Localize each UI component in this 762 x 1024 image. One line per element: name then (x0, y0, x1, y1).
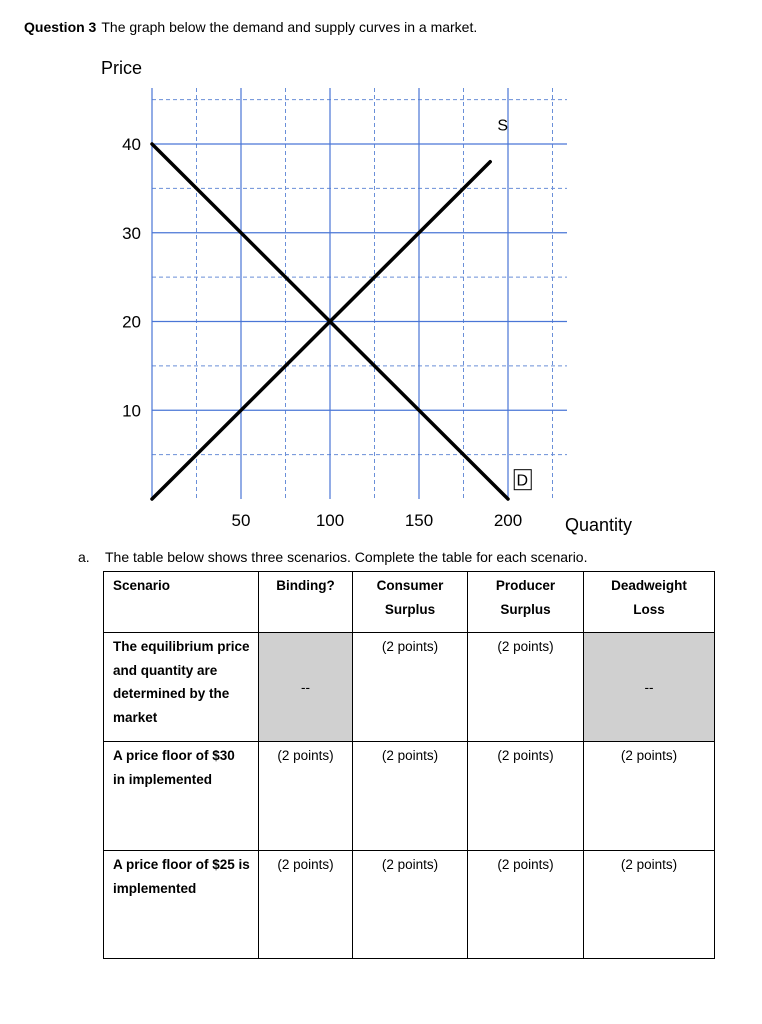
supply-curve (152, 162, 490, 499)
table-row (104, 742, 715, 851)
table-row (104, 633, 715, 742)
binding-cell: -- (259, 633, 353, 742)
scenario-cell: A price floor of $25 is implemented (104, 851, 259, 959)
producer-surplus-cell: (2 points) (468, 633, 584, 742)
question-text: The graph below the demand and supply curves in a market. (101, 19, 478, 35)
scenario-cell: The equilibrium price and quantity are determined by the market (104, 633, 259, 742)
x-tick-label: 50 (231, 511, 251, 530)
y-axis-title: Price (101, 58, 143, 78)
binding-cell: (2 points) (259, 742, 353, 851)
question-number: Question 3 (24, 19, 97, 35)
consumer-surplus-cell: (2 points) (353, 851, 468, 959)
scenario-cell: A price floor of $30 in implemented (104, 742, 259, 851)
header-producer-surplus: Producer Surplus (468, 572, 584, 633)
scenario-table (103, 571, 715, 959)
header-deadweight-loss: Deadweight Loss (584, 572, 715, 633)
x-tick-label: 100 (315, 511, 345, 530)
deadweight-loss-cell: (2 points) (584, 742, 715, 851)
consumer-surplus-cell: (2 points) (353, 633, 468, 742)
producer-surplus-cell: (2 points) (468, 742, 584, 851)
y-tick-label: 10 (122, 401, 141, 421)
header-binding: Binding? (259, 572, 353, 633)
x-axis-title: Quantity (565, 515, 633, 535)
header-scenario: Scenario (104, 572, 259, 633)
producer-surplus-cell: (2 points) (468, 851, 584, 959)
table-header-row (104, 572, 715, 633)
table-row (104, 851, 715, 959)
deadweight-loss-cell: -- (584, 633, 715, 742)
supply-label: S (497, 117, 508, 135)
part-a-text: The table below shows three scenarios. Complete the table for each scenario. (105, 549, 588, 565)
x-tick-label: 200 (493, 511, 523, 530)
y-tick-label: 40 (122, 135, 141, 154)
binding-cell: (2 points) (259, 851, 353, 959)
header-consumer-surplus: Consumer Surplus (353, 572, 468, 633)
demand-label: D (516, 472, 529, 490)
part-a-marker: a. (78, 549, 90, 565)
y-tick-label: 20 (122, 312, 141, 332)
part-a-instruction (78, 549, 588, 565)
deadweight-loss-cell: (2 points) (584, 851, 715, 959)
x-tick-label: 150 (404, 511, 434, 530)
y-tick-label: 30 (122, 223, 141, 243)
consumer-surplus-cell: (2 points) (353, 742, 468, 851)
